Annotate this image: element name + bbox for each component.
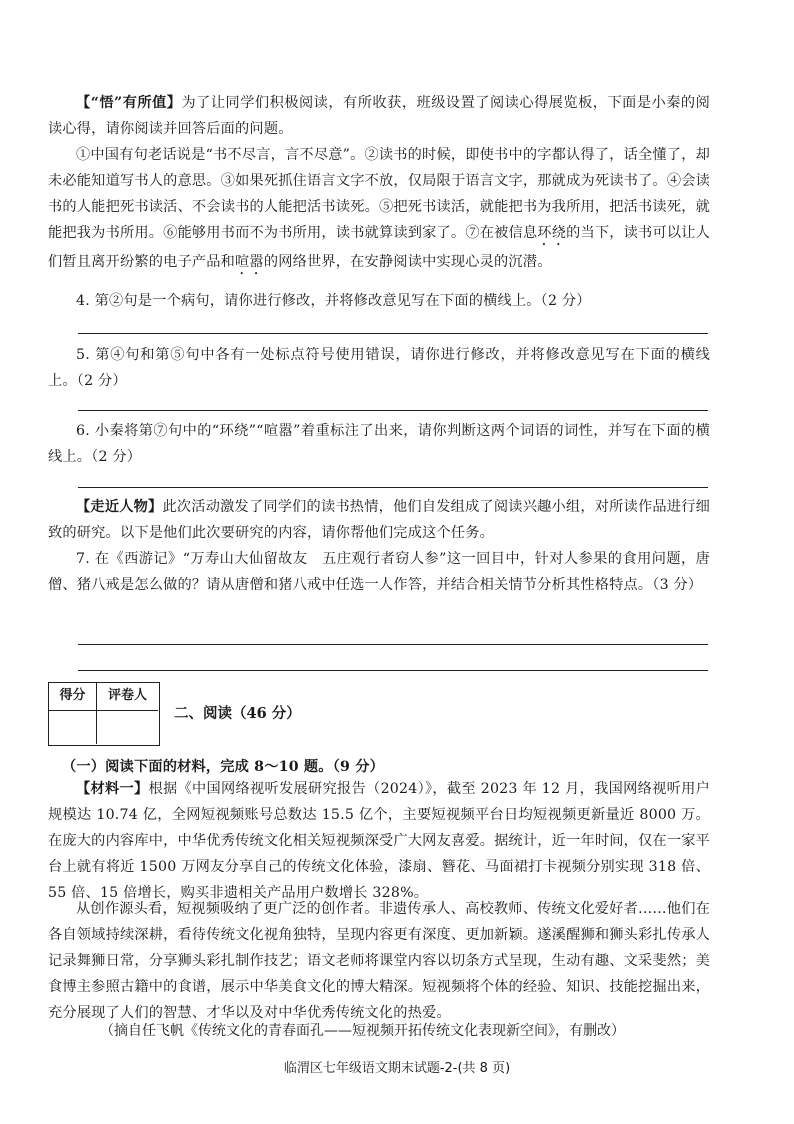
grader-header: 评卷人: [97, 683, 158, 711]
question-5: 5. 第④句和第⑤句中各有一处标点符号使用错误，请你进行修改，并将修改意见写在下面的横线上。（2 分）: [48, 347, 710, 389]
question-7: 7. 在《西游记》“万寿山大仙留故友 五庄观行者窃人参”这一回目中，针对人参果的食用问题，唐僧、猪八戒是怎么做的？请从唐僧和猪八戒中任选一人作答，并结合相关情节分析其性格特点。（3 分）: [48, 551, 710, 593]
passage-mid: 的当下，读书可以让人们暂且离开纷繁的电子产品和: [48, 225, 710, 270]
material-1-tag: 【材料一】: [76, 781, 149, 797]
answer-line-q4[interactable]: [78, 333, 708, 334]
page-footer: 临渭区七年级语文期末试题-2-(共 8 页): [283, 1061, 511, 1076]
material-1-paragraph-1: [48, 776, 710, 906]
score-header: 得分: [49, 683, 97, 711]
people-tag: 【走近人物】: [76, 499, 163, 515]
reading-passage: [48, 142, 710, 278]
answer-line-q6[interactable]: [78, 487, 708, 488]
intro-paragraph: [48, 90, 710, 142]
material-1-paragraph-2: 从创作源头看，短视频吸纳了更广泛的创作者。非遗传承人、高校教师、传统文化爱好者……他们在各自领域持续深耕，看待传统文化视角独特，呈现内容更有深度、更加新颖。遂溪醒狮和狮头彩扎传承人记录舞狮日常，分享狮头彩扎制作技艺；语文老师将课堂内容以切条方式呈现，生动有趣、文采斐然；美食博主参照古籍中的食谱，展示中华美食文化的博大精深。短视频将个体的经验、知识、技能挖掘出来，充分展现了人们的智慧、才华以及对中华优秀传统文化的热爱。: [48, 901, 710, 1021]
section-title-reading: 二、阅读（46 分）: [174, 705, 301, 722]
grader-cell[interactable]: [97, 711, 158, 744]
material-1-text-1: 根据《中国网络视听发展研究报告（2024）》，截至 2023 年 12 月，我国网络视听用户规模达 10.74 亿，全网短视频账号总数达 15.5 亿个，主要短视频平台日均短视频更新量近 8000 万。在庞大的内容库中，中华优秀传统文化相关短视频深受广大网友喜爱。据统计，近一年时间，仅在一家平台上就有将近 1500 万网友分享自己的传统文化体验，漆扇、簪花、马面裙打卡视频分别实现 318 倍、55 倍、15 倍增长，购买非遗相关产品用户数增长 328%。: [48, 781, 710, 901]
passage-word-huanrao: 环绕: [537, 225, 567, 241]
source-citation: （摘自任飞帆《传统文化的青春面孔——短视频开拓传统文化表现新空间》，有删改）: [100, 1023, 625, 1039]
people-paragraph: [48, 494, 710, 546]
intro-tag: 【“悟”有所值】: [76, 95, 182, 111]
people-text: 此次活动激发了同学们的读书热情，他们自发组成了阅读兴趣小组，对所读作品进行细致的研究。以下是他们此次要研究的内容，请你帮他们完成这个任务。: [48, 499, 711, 541]
passage-word-xuanxiao: 喧嚣: [235, 254, 264, 270]
part-1-title: （一）阅读下面的材料，完成 8～10 题。（9 分）: [62, 759, 384, 775]
question-6: 6. 小秦将第⑦句中的“环绕”“喧嚣”着重标注了出来，请你判断这两个词语的词性，并写在下面的横线上。（2 分）: [48, 423, 710, 465]
question-4: 4. 第②句是一个病句，请你进行修改，并将修改意见写在下面的横线上。（2 分）: [76, 293, 591, 309]
passage-post: 的网络世界，在安静阅读中实现心灵的沉潜。: [263, 254, 552, 270]
score-box: [48, 682, 160, 746]
answer-line-q7-1[interactable]: [78, 644, 708, 645]
answer-line-q5[interactable]: [78, 410, 708, 411]
answer-line-q7-2[interactable]: [78, 670, 708, 671]
score-cell[interactable]: [49, 711, 97, 744]
intro-text: 为了让同学们积极阅读，有所收获，班级设置了阅读心得展览板，下面是小秦的阅读心得，请你阅读并回答后面的问题。: [48, 95, 711, 137]
passage-pre: ①中国有句老话说是“书不尽言，言不尽意”。②读书的时候，即使书中的字都认得了，话全懂了，却未必能知道写书人的意思。③如果死抓住语言文字不放，仅局限于语言文字，那就成为死读书了。④会读书的人能把死书读活、不会读书的人能把活书读死。⑤把死书读活，就能把书为我所用，把活书读死，就能把我为书所用。⑥能够用书而不为书所用，读书就算读到家了。⑦在被信息: [48, 147, 710, 241]
